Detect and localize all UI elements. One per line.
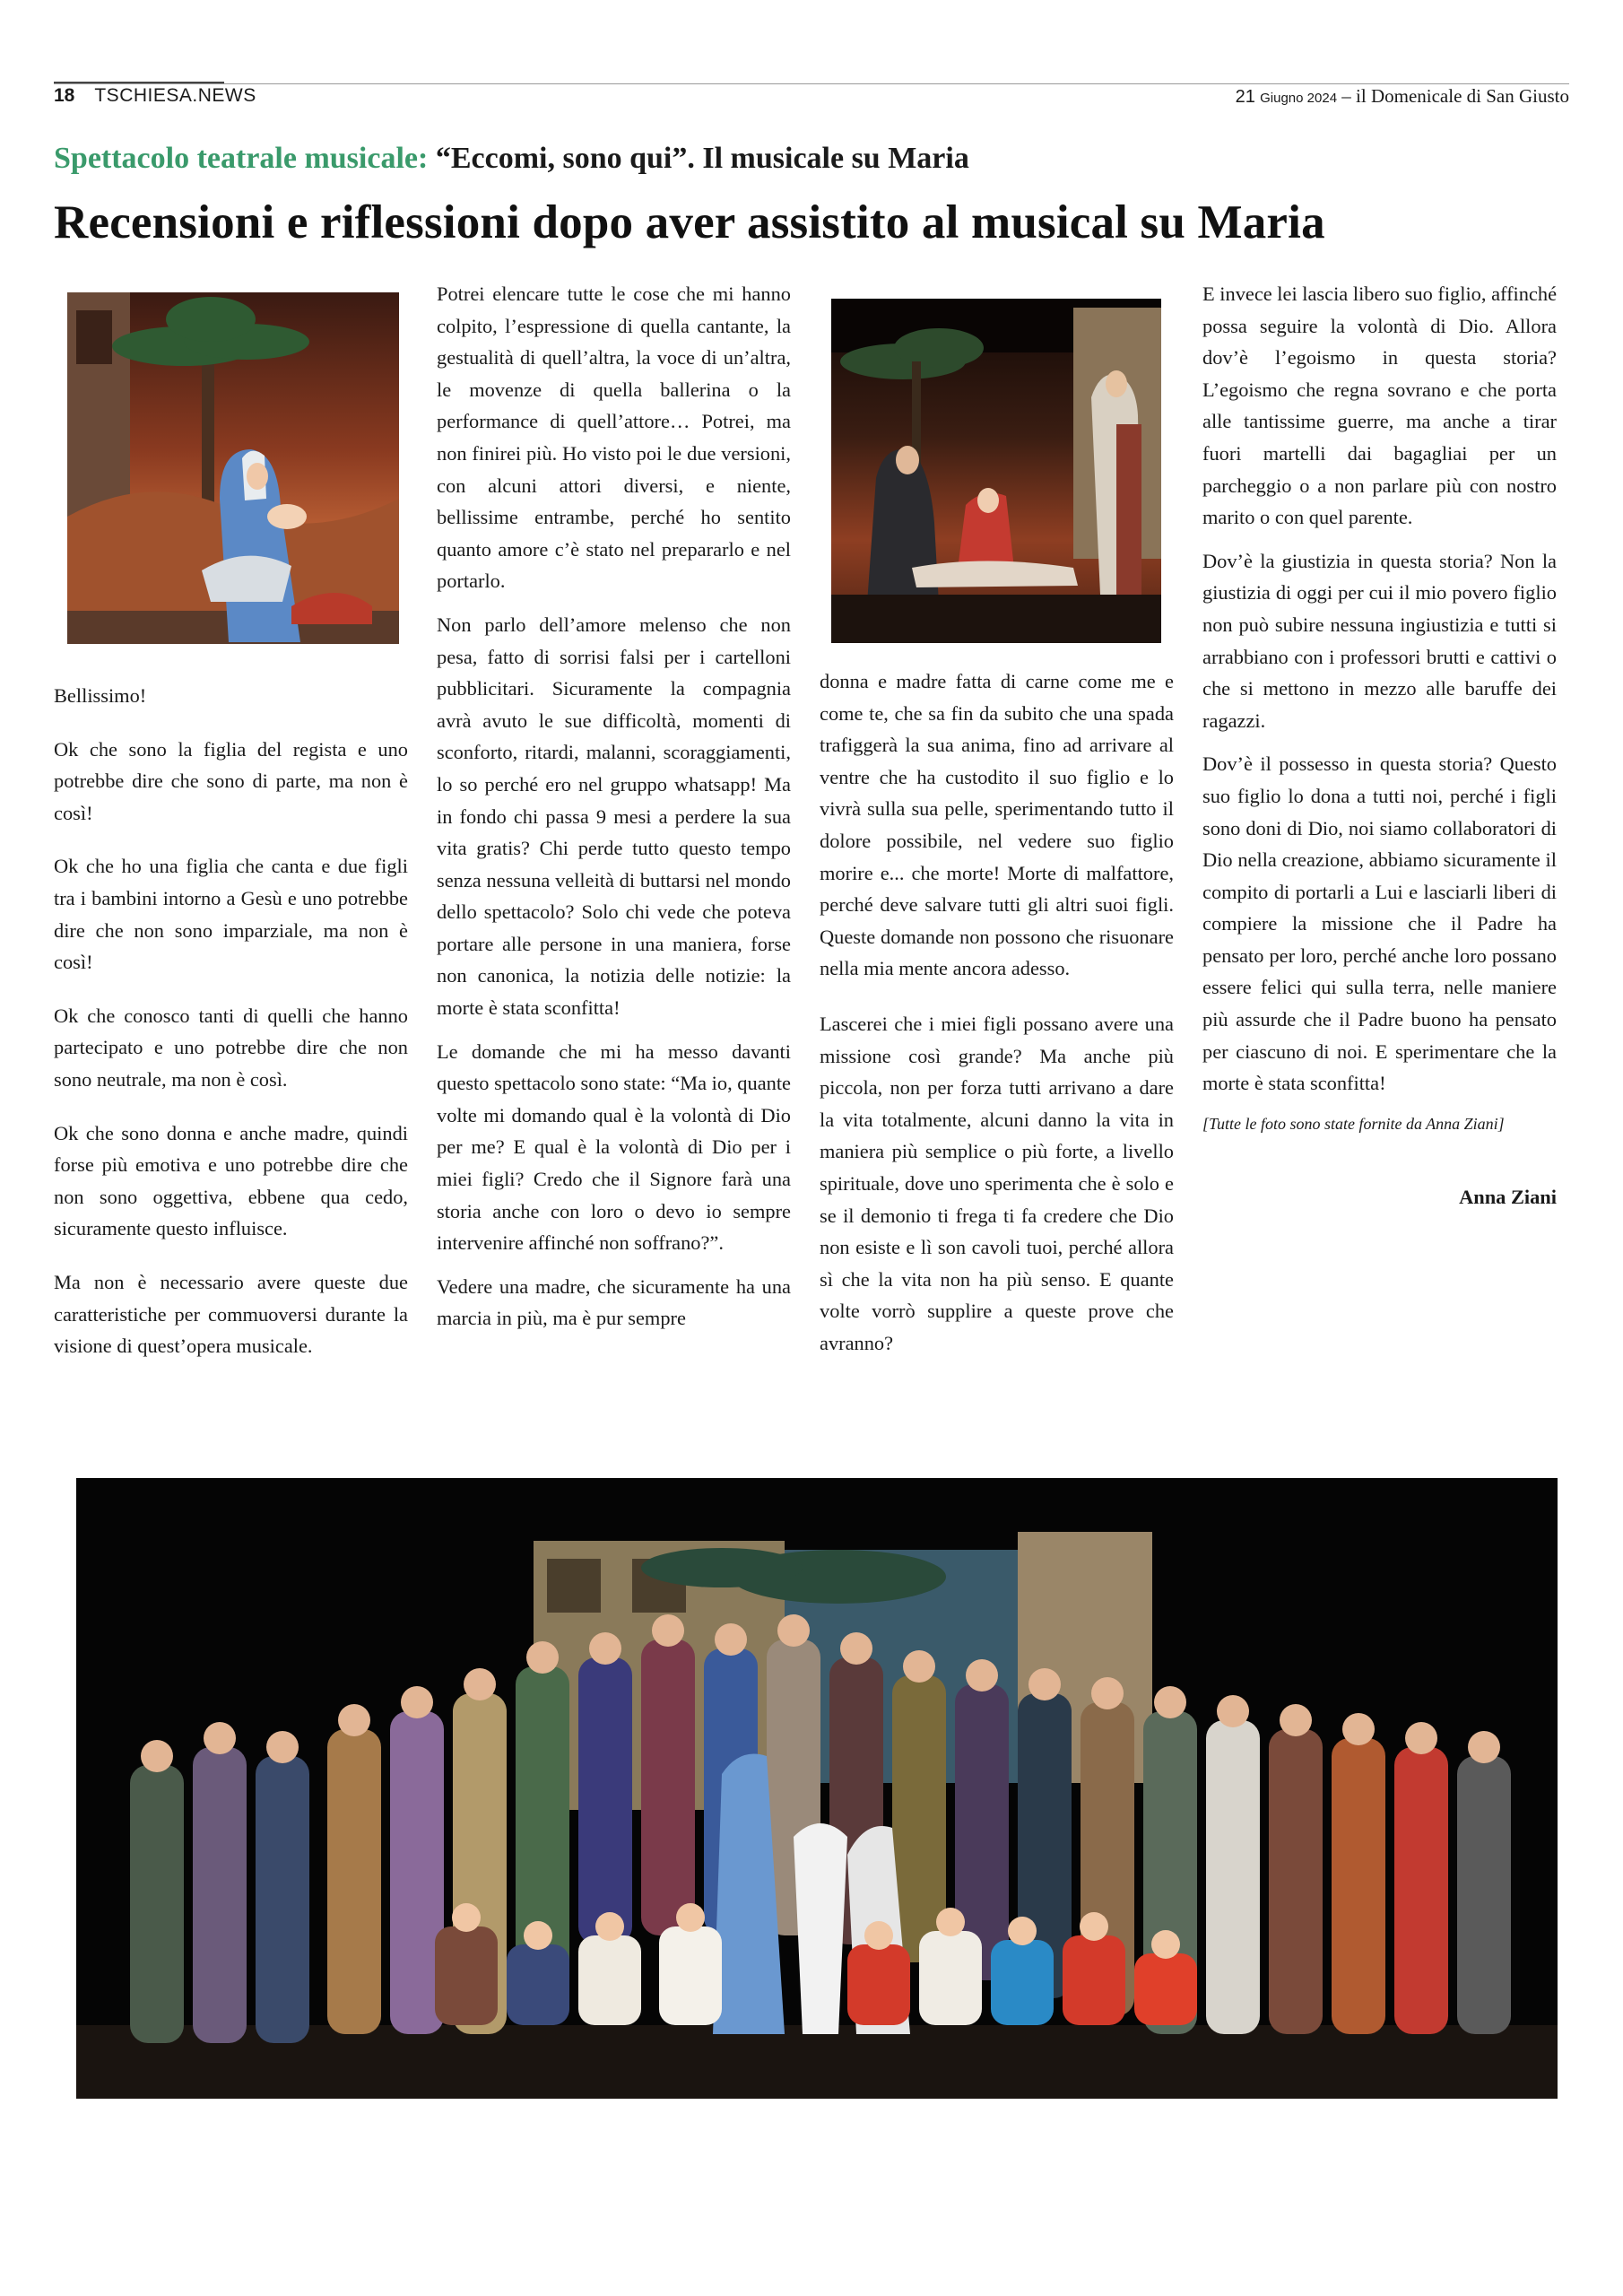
site-name[interactable]: TSCHIESA.NEWS (94, 85, 256, 106)
paragraph: Dov’è la giustizia in questa storia? Non la giustizia di oggi per cui il mio povero figlio non può subire nessuna ingiustizia e tutti si arrabbiano con i professori brutti e cattivi o che si mettono in mezzo alle baruffe dei ragazzi. (1202, 549, 1557, 732)
paragraph: Ok che conosco tanti di quelli che hanno partecipato e uno potrebbe dire che non sono neutrale, ma non è così. (54, 1004, 408, 1091)
paragraph: Dov’è il possesso in questa storia? Questo suo figlio lo dona a tutti noi, perché i figli sono doni di Dio, noi siamo collaboratori di Dio nella creazione, abbiamo sicuramente il compito di portarli a Lui e lasciarli liberi di compiere la missione che il Padre ha pensato per loro, perché anche loro possano essere felici qui sulla terra, nelle maniere più assurde che il Padre buono ha pensato per ciascuno di noi. E sperimentare che la morte è stata sconfitta! (1202, 752, 1557, 1095)
paragraph: Ma non è necessario avere queste due caratteristiche per commuoversi durante la visione di quest’opera musicale. (54, 1270, 408, 1358)
photo-mary-with-child (67, 292, 399, 644)
article-column-3 (820, 665, 1174, 1370)
paragraph: Non parlo dell’amore melenso che non pesa, fatto di sorrisi falsi per i cartelloni pubblicitari. Sicuramente la compagnia avrà avuto le sue difficoltà, momenti di sconforto, ritardi, malanni, scoraggiamenti, lo so perché ero nel gruppo whatsapp! Ma in fondo chi passa 9 mesi a perdere la sua vita gratis? Chi perde tutto questo tempo senza nessuna velleità di buttarsi nel mondo dello spettacolo? Solo chi vede che poteva portare alle persone in una maniera, forse non canonica, la notizia delle notizie: la morte è stata sconfitta! (437, 613, 791, 1020)
paragraph: Potrei elencare tutte le cose che mi hanno colpito, l’espressione di quella cantante, la gestualità di quell’altra, la voce di un’altra, le movenze di quella ballerina o la performance di quell’attore… Potrei, ma non finirei più. Ho visto poi le due versioni, con alcuni attori diversi, e niente, bellissime entrambe, perché ho sentito quanto amore c’è stato nel prepararlo e nel portarlo. (437, 283, 791, 593)
paragraph: Vedere una madre, che sicuramente ha una marcia in più, ma è pur sempre (437, 1274, 791, 1330)
paragraph: donna e madre fatta di carne come me e come te, che sa fin da subito che una spada trafiggerà la sua anima, fino ad arrivare al ventre che ha custodito il suo figlio e lo vivrà sulla sua pelle, sperimentando tutto il dolore possibile, nel vedere suo figlio morire e... che morte! Morte di malfattore, perché deve salvare tutti gli altri suoi figli. Queste domande non possono che risuonare nella mia mente ancora adesso. (820, 670, 1174, 980)
paragraph: Lascerei che i miei figli possano avere una missione così grande? Ma anche più piccola, non per forza tutti arrivano a dare la vita totalmente, alcuni danno la vita in maniera più semplice o più forte, a livello spirituale, dove uno sperimenta che è solo e se il demonio ti frega ti fa credere che Dio non esiste e lì son cavoli tuoi, perché allora sì che la vita non ha più senso. E quante volte vorrò supplire a queste prove che avranno? (820, 1012, 1174, 1354)
paragraph: E invece lei lascia libero suo figlio, affinché possa seguire la volontà di Dio. Allora dov’è l’egoismo in questa storia? L’egoismo che regna sovrano e che porta alle tantissime guerre, ma anche a tirar fuori martelli dai bagagliai per un parcheggio o a non parlare più con nostro marito o con quel parente. (1202, 283, 1558, 529)
article-title: Recensioni e riflessioni dopo aver assistito al musical su Maria (54, 196, 1325, 248)
page-header-left (54, 85, 256, 107)
photo-credit: [Tutte le foto sono state fornite da Anna Ziani] (1202, 1114, 1505, 1133)
article-column-4 (1202, 278, 1557, 1224)
paragraph: Ok che ho una figlia che canta e due figli tra i bambini intorno a Gesù e uno potrebbe dire che non sono imparziale, ma non è così! (54, 855, 408, 974)
page-header-right (1236, 85, 1569, 108)
article-column-1 (54, 680, 408, 1384)
paragraph: Ok che sono donna e anche madre, quindi forse più emotiva e uno potrebbe dire che non sono oggettiva, ebbene qua cedo, sicuramente questo influisce. (54, 1121, 408, 1240)
page-number: 18 (54, 85, 75, 106)
issue-month-year: Giugno 2024 (1260, 91, 1338, 106)
publication-name: – il Domenicale di San Giusto (1341, 85, 1569, 107)
issue-day: 21 (1235, 87, 1255, 107)
paragraph: Bellissimo! (54, 684, 147, 707)
article-column-2 (437, 278, 791, 1346)
author-byline: Anna Ziani (1459, 1185, 1557, 1208)
kicker-label: Spettacolo teatrale musicale: (54, 142, 429, 175)
photo-cast-on-stage (76, 1478, 1558, 2099)
paragraph: Le domande che mi ha messo davanti questo spettacolo sono state: “Ma io, quante volte mi domando qual è la volontà di Dio per me? E qual è la volontà di Dio per i miei figli? Credo che il Signore farà una storia anche con loro o devo io sempre intervenire affinché non soffrano?”. (437, 1039, 791, 1255)
article-kicker (54, 142, 969, 176)
photo-pieta-scene (831, 299, 1161, 643)
paragraph: Ok che sono la figlia del regista e uno potrebbe dire che sono di parte, ma non è così! (54, 737, 408, 824)
kicker-title: “Eccomi, sono qui”. Il musicale su Maria (435, 142, 969, 175)
header-rule (54, 83, 1569, 84)
